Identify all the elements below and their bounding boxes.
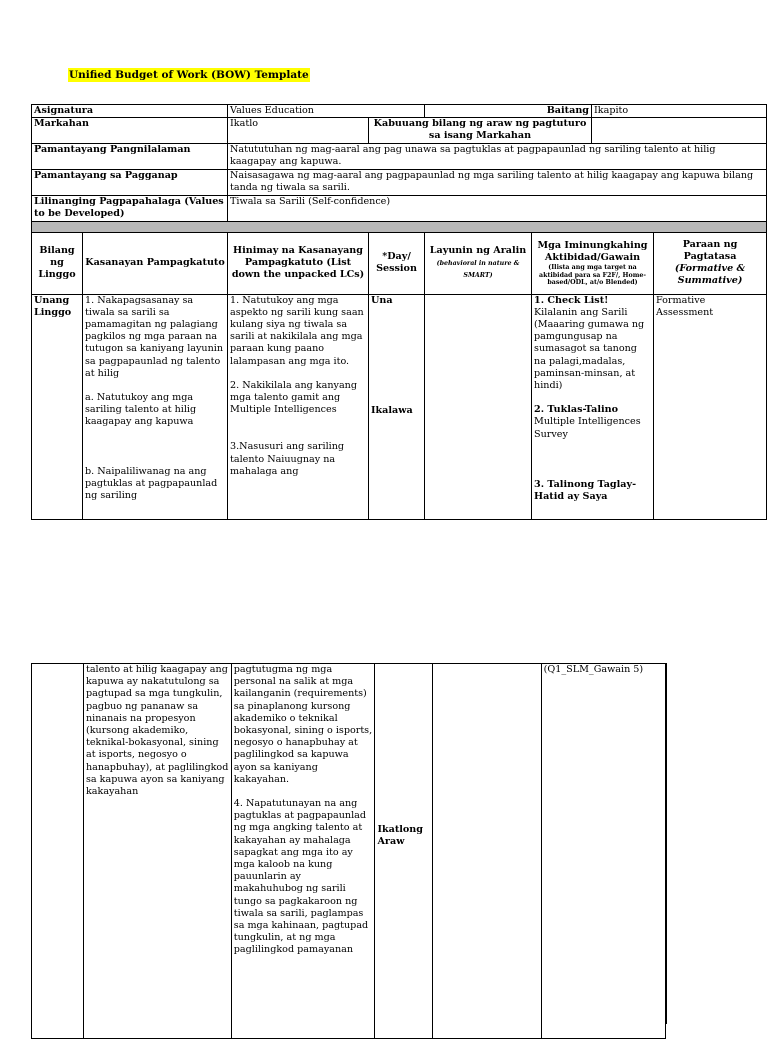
markahan-label: Markahan bbox=[32, 118, 228, 143]
row1-pagtatasa: Formative Assessment bbox=[654, 294, 767, 519]
row1-day bbox=[369, 294, 425, 519]
row1-kasanayan bbox=[83, 294, 228, 519]
row1-gawain-2-body: Multiple Intelligences Survey bbox=[534, 416, 641, 440]
row1-hinimay-3: 3.Nasusuri ang sariling talento Naiuugnay na mahalaga ang bbox=[230, 441, 345, 477]
pagganap-label: Pamantayang sa Pagganap bbox=[32, 169, 228, 195]
row2-kasanayan: talento at hilig kaagapay ang kapuwa ay nakatutulong sa pagtupad sa mga tungkulin, pagbuo ng pananaw sa ninanais na propesyon (kursong akademiko, teknikal-bokasyonal, sining at isports, negosyo o hanapbuhay), at paglilingkod sa kapuwa ayon sa kaniyang kakayahan bbox=[83, 664, 231, 1039]
header-gawain bbox=[532, 232, 654, 294]
baitang-label: Baitang bbox=[425, 105, 592, 118]
header-linggo: Bilang ng Linggo bbox=[32, 232, 83, 294]
page2-right-border bbox=[666, 663, 667, 1024]
document-title: Unified Budget of Work (BOW) Template bbox=[69, 69, 309, 81]
row1-layunin bbox=[425, 294, 532, 519]
header-layunin bbox=[425, 232, 532, 294]
row2-day bbox=[375, 664, 432, 1039]
asignatura-label: Asignatura bbox=[32, 105, 228, 118]
row1-hinimay-1: 1. Natutukoy ang mga aspekto ng sarili kung saan kulang siya ng tiwala sa sarili at nakikilala ang mga paraan kung paano lalampasan ang mga ito. bbox=[230, 294, 364, 367]
row1-hinimay bbox=[228, 294, 369, 519]
row2-linggo bbox=[32, 664, 84, 1039]
row2-hinimay bbox=[231, 664, 375, 1039]
gray-divider bbox=[32, 221, 767, 232]
row1-gawain-3-title: 3. Talinong Taglay-Hatid ay Saya bbox=[534, 478, 637, 503]
pangnilalaman-label: Pamantayang Pangnilalaman bbox=[32, 143, 228, 169]
row1-kasanayan-b: b. Naipaliliwanag na ang pagtuklas at pagpapaunlad ng sariling bbox=[85, 465, 218, 502]
row2-hinimay-a: pagtutugma ng mga personal na salik at mga kailanganin (requirements) sa pinaplanong kursong akademiko o teknikal bokasyonal, sining o isports, negosyo o hanapbuhay at paglilingkod sa kapuwa ayon sa kaniyang kakayahan. bbox=[233, 664, 373, 785]
row1-gawain-2-title: 2. Tuklas-Talino bbox=[534, 404, 619, 416]
row2-day-3: Ikatlong Araw bbox=[377, 824, 423, 848]
row1-linggo: Unang Linggo bbox=[32, 294, 83, 519]
bow-table-page-2 bbox=[31, 663, 666, 1039]
header-layunin-sub: (behavioral in nature & SMART) bbox=[436, 260, 520, 280]
row1-kasanayan-1: 1. Nakapagsasanay sa tiwala sa sarili sa pamamagitan ng palagiang pagkilos ng mga paraan na tutugon sa kaniyang layunin sa pagpapaunlad ng talento at hilig bbox=[85, 294, 224, 379]
row1-gawain-1-title: 1. Check List! bbox=[534, 294, 609, 306]
markahan-value: Ikatlo bbox=[228, 118, 369, 143]
header-gawain-sub: (Ilista ang mga target na aktibidad para sa F2F/, Home-based/ODL, at/o Blended) bbox=[539, 264, 646, 287]
row2-gawain: (Q1_SLM_Gawain 5) bbox=[541, 664, 665, 1039]
header-pagtatasa-sub: (Formative & Summative) bbox=[674, 263, 746, 287]
row1-kasanayan-a: a. Natutukoy ang mga sariling talento at hilig kaagapay ang kapuwa bbox=[85, 392, 197, 428]
header-day: *Day/ Session bbox=[369, 232, 425, 294]
asignatura-value: Values Education bbox=[228, 105, 425, 118]
row1-day-2: Ikalawa bbox=[371, 404, 413, 416]
lilinang-value: Tiwala sa Sarili (Self-confidence) bbox=[228, 195, 767, 221]
header-hinimay: Hinimay na Kasanayang Pampagkatuto (List down the unpacked LCs) bbox=[228, 232, 369, 294]
row1-hinimay-2: 2. Nakikilala ang kanyang mga talento gamit ang Multiple Intelligences bbox=[230, 379, 357, 416]
baitang-value: Ikapito bbox=[592, 105, 767, 118]
row2-hinimay-4: 4. Napatutunayan na ang pagtuklas at pagpapaunlad ng mga angking talento at kakayahan ay mahalaga sapagkat ang mga ito ay mga kaloob na kung pauunlarin ay makahuhubog ng sarili tungo sa pagkakaroon ng tiwala sa sarili, paglampas sa mga kahinaan, pagtupad tungkulin, at ng mga paglilingkod pamayanan bbox=[233, 798, 369, 956]
header-pagtatasa bbox=[654, 232, 767, 294]
row1-gawain-1-body: Kilalanin ang Sarili (Maaaring gumawa ng pamgungusap na sumasagot sa tanong na palagi,madalas, paminsan-minsan, at hindi) bbox=[534, 306, 645, 392]
lilinang-label: Lilinanging Pagpapahalaga (Values to be Developed) bbox=[32, 195, 228, 221]
header-kasanayan: Kasanayan Pampagkatuto bbox=[83, 232, 228, 294]
header-pagtatasa-main: Paraan ng Pagtatasa bbox=[682, 238, 738, 262]
kabuuang-value bbox=[592, 118, 767, 143]
row1-gawain bbox=[532, 294, 654, 519]
header-gawain-main: Mga Iminungkahing Aktibidad/Gawain bbox=[537, 239, 648, 263]
row1-day-1: Una bbox=[371, 294, 393, 306]
bow-table bbox=[31, 104, 767, 520]
kabuuang-label: Kabuuang bilang ng araw ng pagtuturo sa isang Markahan bbox=[369, 118, 592, 143]
header-layunin-main: Layunin ng Aralin bbox=[429, 244, 527, 256]
pagganap-value: Naisasagawa ng mag-aaral ang pagpapaunlad ng mga sariling talento at hilig kaagapay ang kapuwa bilang tanda ng tiwala sa sarili. bbox=[228, 169, 767, 195]
pangnilalaman-value: Natututuhan ng mag-aaral ang pag unawa sa pagtuklas at pagpapaunlad ng sariling talento at hilig kaagapay ang kapuwa. bbox=[228, 143, 767, 169]
row2-layunin bbox=[432, 664, 541, 1039]
